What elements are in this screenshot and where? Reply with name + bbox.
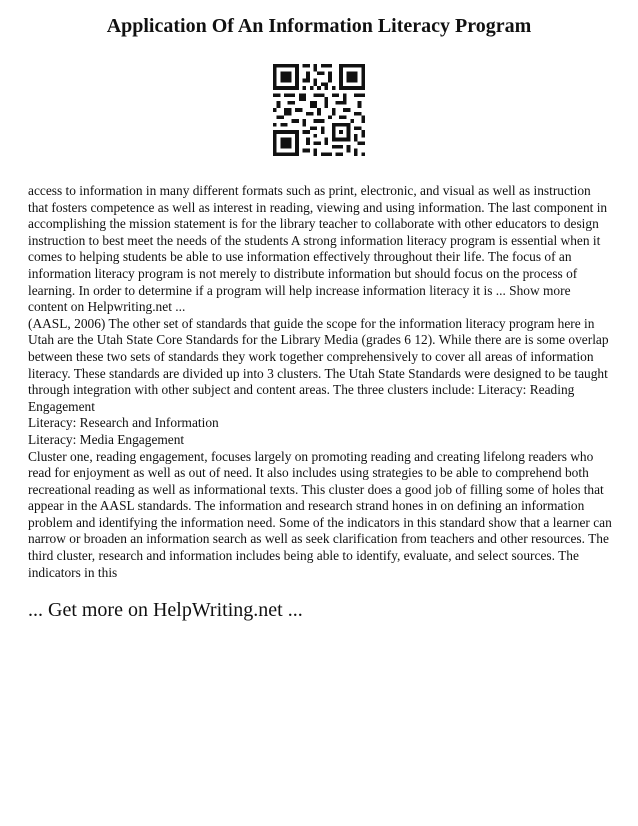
paragraph-5: Cluster one, reading engagement, focuses largely on promoting reading and creating lifelong readers who read for enjoyment as well as out of need. It also includes using strategies to be able to comprehend both recreational reading as well as informational texts. This cluster does a good job of filling some of holes that appear in the AASL standards. The information and research strand hones in on defining an information problem and identifying the information need. Some of the indicators in this standard show that a learner can narrow or broaden an information search as well as seek clarification from teachers and other resources. The third cluster, research and information includes being able to identify, evaluate, and select sources. The indicators in this [28, 448, 612, 580]
qr-code-icon [273, 64, 365, 156]
paragraph-3: Literacy: Research and Information [28, 415, 219, 431]
paragraph-2: (AASL, 2006) The other set of standards that guide the scope for the information literacy program here in Utah are the Utah State Core Standards for the Library Media (grades 6 12). While there are is some overlap between these two sets of standards they work together comprehensively to cover all areas of information literacy. These standards are divided up into 3 clusters. The Utah State Standards were designed to be taught through integration with other subject and content areas. The three clusters include: Literacy: Reading Engagement [28, 315, 609, 414]
get-more-link[interactable]: ... Get more on HelpWriting.net ... [28, 599, 303, 621]
page-title: Application Of An Information Literacy Program [106, 15, 532, 37]
paragraph-1: access to information in many different formats such as print, electronic, and visual as well as instruction that fosters competence as well as interest in reading, viewing and using information. The last component in accomplishing the mission statement is for the library teacher to collaborate with other educators to design instruction to best meet the needs of the students A strong information literacy program is essential when it comes to helping students be able to use information effectively throughout their life. The focus of an information literacy program is not merely to distribute information but should focus on the process of learning. In order to determine if a program will help increase information literacy it is ... Show more content on Helpwriting.net ... [28, 183, 608, 315]
qr-code[interactable] [273, 64, 365, 156]
article-body [28, 183, 612, 581]
paragraph-4: Literacy: Media Engagement [28, 431, 185, 447]
